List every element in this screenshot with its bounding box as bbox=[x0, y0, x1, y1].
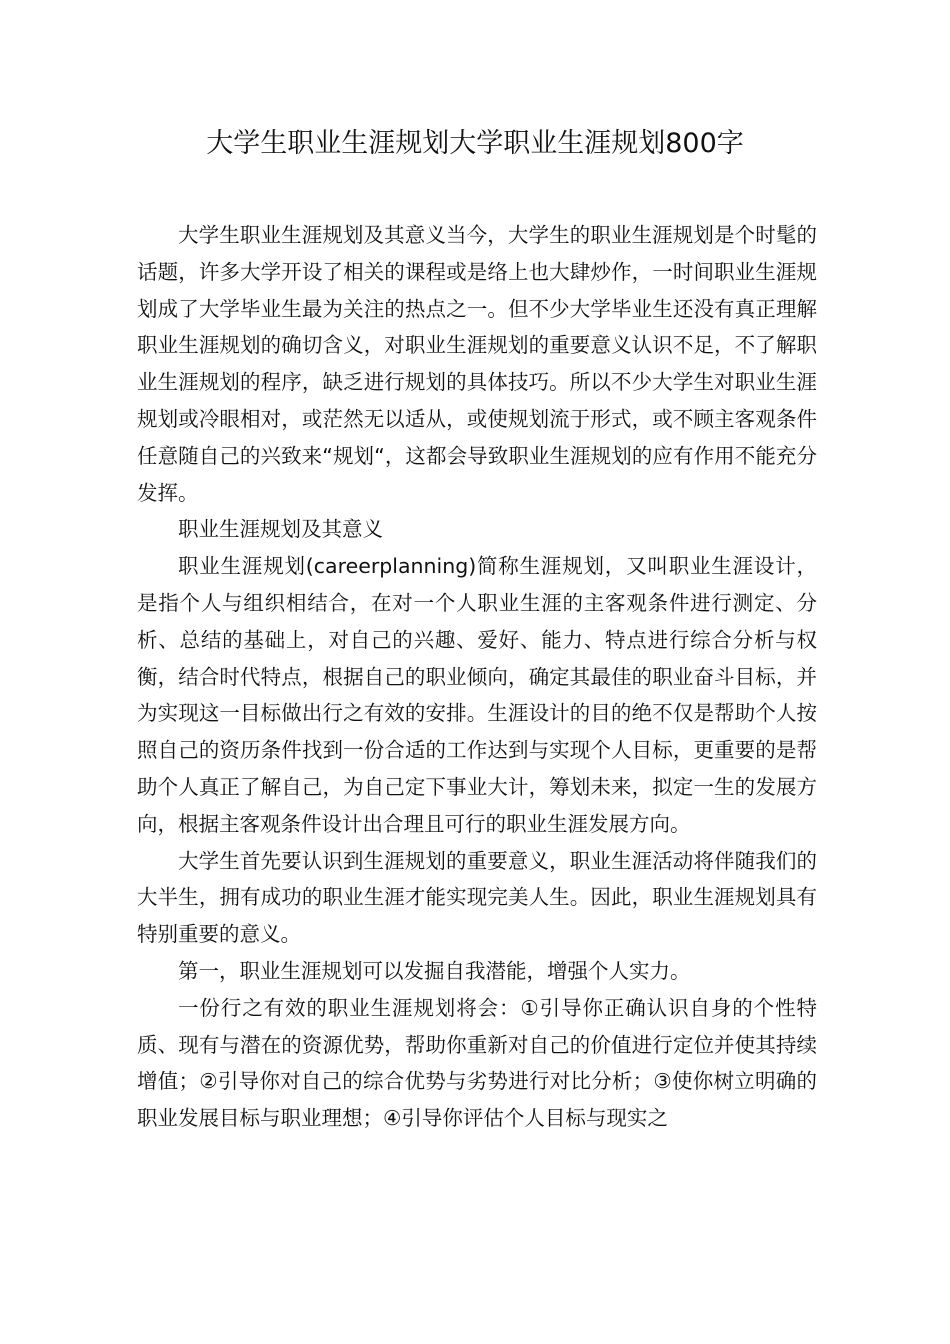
paragraph-definition: 职业生涯规划(careerplanning)简称生涯规划，又叫职业生涯设计，是指个人与组织相结合，在对一个人职业生涯的主客观条件进行测定、分析、总结的基础上，对自己的兴趣、爱好、能力、特点进行综合分析与权衡，结合时代特点，根据自己的职业倾向，确定其最佳的职业奋斗目标，并为实现这一目标做出行之有效的安排。生涯设计的目的绝不仅是帮助个人按照自己的资历条件找到一份合适的工作达到与实现个人目标，更重要的是帮助个人真正了解自己，为自己定下事业大计，筹划未来，拟定一生的发展方向，根据主客观条件设计出合理且可行的职业生涯发展方向。 bbox=[137, 554, 817, 836]
paragraph-point-one-detail: 一份行之有效的职业生涯规划将会：①引导你正确认识自身的个性特质、现有与潜在的资源优势，帮助你重新对自己的价值进行定位并使其持续增值；②引导你对自己的综合优势与劣势进行对比分析；③使你树立明确的职业发展目标与职业理想；④引导你评估个人目标与现实之 bbox=[137, 995, 817, 1131]
paragraph-importance: 大学生首先要认识到生涯规划的重要意义，职业生涯活动将伴随我们的大半生，拥有成功的职业生涯才能实现完美人生。因此，职业生涯规划具有特别重要的意义。 bbox=[137, 848, 817, 947]
paragraph-heading-meaning: 职业生涯规划及其意义 bbox=[178, 517, 383, 542]
document-body bbox=[137, 217, 817, 1137]
paragraph-point-one: 第一，职业生涯规划可以发掘自我潜能，增强个人实力。 bbox=[178, 958, 691, 983]
document-title: 大学生职业生涯规划大学职业生涯规划800字 bbox=[206, 128, 744, 159]
paragraph-intro: 大学生职业生涯规划及其意义当今，大学生的职业生涯规划是个时髦的话题，许多大学开设了相关的课程或是络上也大肆炒作，一时间职业生涯规划成了大学毕业生最为关注的热点之一。但不少大学毕业生还没有真正理解职业生涯规划的确切含义，对职业生涯规划的重要意义认识不足，不了解职业生涯规划的程序，缺乏进行规划的具体技巧。所以不少大学生对职业生涯规划或冷眼相对，或茫然无以适从，或使规划流于形式，或不顾主客观条件任意随自己的兴致来“规划“，这都会导致职业生涯规划的应有作用不能充分发挥。 bbox=[137, 223, 817, 505]
